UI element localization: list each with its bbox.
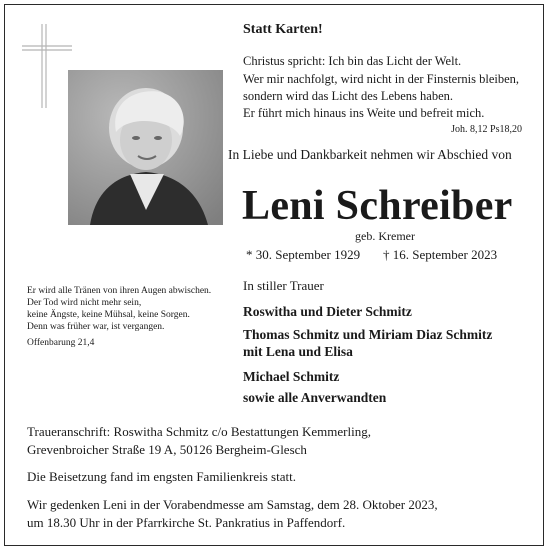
- mourning-address: Grevenbroicher Straße 19 A, 50126 Bergheim-Glesch: [27, 442, 307, 457]
- verse-line: Er wird alle Tränen von ihren Augen abwischen.: [27, 286, 212, 296]
- quote-reference: Joh. 8,12 Ps18,20: [451, 124, 522, 135]
- mourning-address: Traueranschrift: Roswitha Schmitz c/o Bestattungen Kemmerling,: [27, 424, 371, 439]
- verse-line: Denn was früher war, ist vergangen.: [27, 322, 165, 332]
- mourners-heading: In stiller Trauer: [243, 278, 324, 293]
- deceased-name: Leni Schreiber: [242, 183, 513, 229]
- death-date: † 16. September 2023: [383, 247, 498, 262]
- birth-date: * 30. September 1929: [246, 247, 361, 262]
- quote-line: Christus spricht: Ich bin das Licht der Welt.: [243, 54, 462, 68]
- mourner-name: mit Lena und Elisa: [243, 344, 353, 359]
- mourner-name: Thomas Schmitz und Miriam Diaz Schmitz: [243, 327, 493, 342]
- farewell-intro: In Liebe und Dankbarkeit nehmen wir Abschied von: [228, 147, 512, 162]
- mourner-name: Michael Schmitz: [243, 369, 340, 384]
- maiden-name: geb. Kremer: [355, 229, 415, 243]
- quote-line: Er führt mich hinaus ins Weite und befreit mich.: [243, 106, 485, 120]
- mourner-name: Roswitha und Dieter Schmitz: [243, 304, 412, 319]
- verse-reference: Offenbarung 21,4: [27, 338, 95, 348]
- mourner-name: sowie alle Anverwandten: [243, 390, 387, 405]
- statt-karten-heading: Statt Karten!: [243, 22, 323, 37]
- portrait-photo: [68, 70, 223, 225]
- quote-line: sondern wird das Licht des Lebens haben.: [243, 89, 454, 103]
- burial-notice: Die Beisetzung fand im engsten Familienkreis statt.: [27, 469, 296, 484]
- verse-line: Der Tod wird nicht mehr sein,: [27, 298, 142, 308]
- memorial-mass-notice: Wir gedenken Leni in der Vorabendmesse am Samstag, dem 28. Oktober 2023,: [27, 497, 438, 512]
- cross-icon: [22, 24, 72, 108]
- quote-line: Wer mir nachfolgt, wird nicht in der Finsternis bleiben,: [243, 72, 520, 86]
- memorial-mass-notice: um 18.30 Uhr in der Pfarrkirche St. Pankratius in Paffendorf.: [27, 515, 346, 530]
- verse-line: keine Ängste, keine Mühsal, keine Sorgen.: [27, 310, 190, 320]
